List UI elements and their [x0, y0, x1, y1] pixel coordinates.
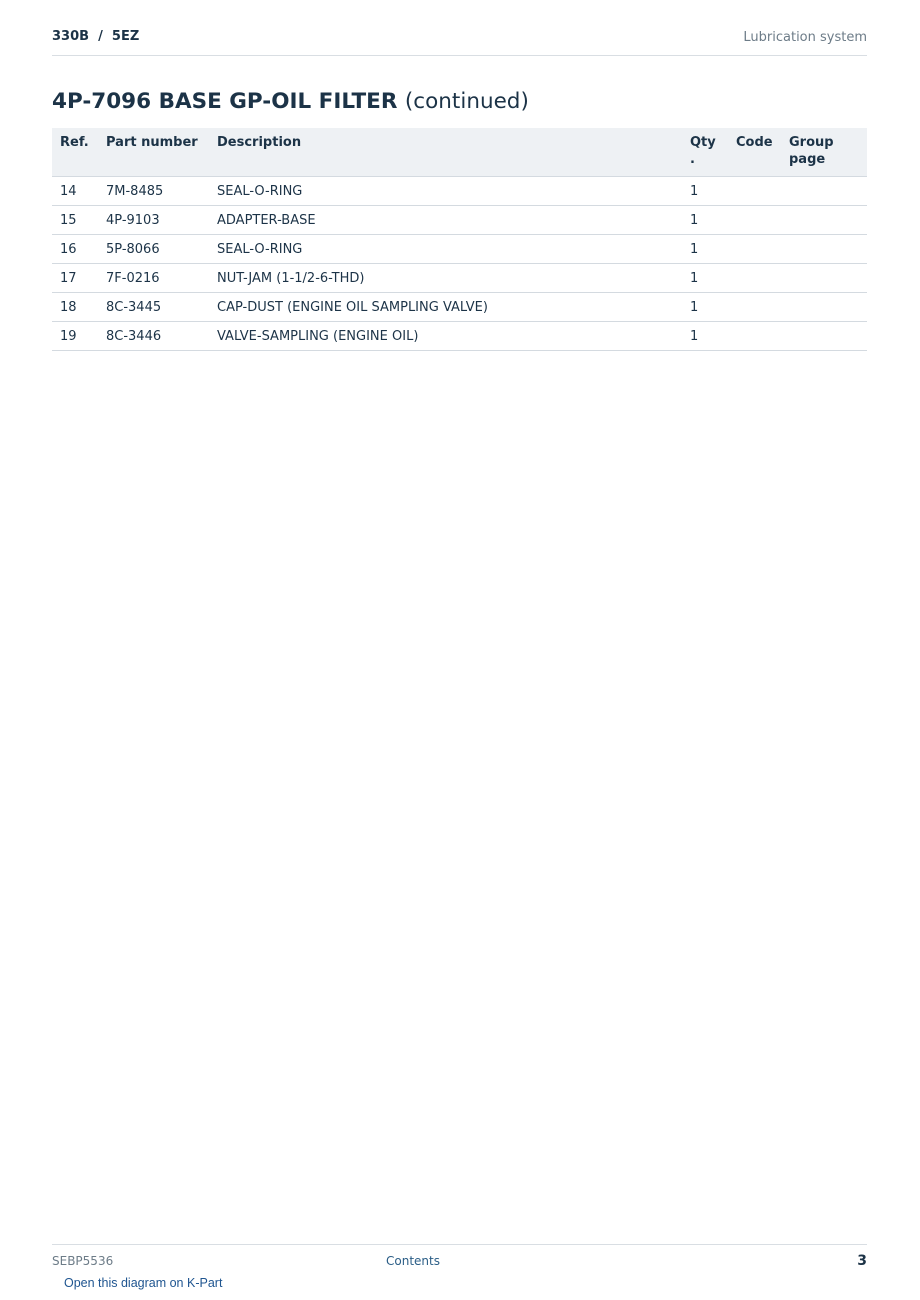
continued-label: (continued)	[404, 89, 529, 114]
cell-description: SEAL-O-RING	[209, 235, 682, 264]
cell-ref: 16	[52, 235, 98, 264]
table-row	[52, 293, 867, 322]
contents-link[interactable]: Contents	[386, 1254, 440, 1268]
cell-description: NUT-JAM (1-1/2-6-THD)	[209, 264, 682, 293]
cell-group-page	[781, 206, 867, 235]
cell-description: ADAPTER-BASE	[209, 206, 682, 235]
cell-description: SEAL-O-RING	[209, 177, 682, 206]
cell-part-number: 4P-9103	[98, 206, 209, 235]
cell-ref: 14	[52, 177, 98, 206]
cell-group-page	[781, 293, 867, 322]
cell-code	[728, 264, 781, 293]
col-header-description: Description	[209, 128, 682, 177]
page-number: 3	[857, 1253, 867, 1269]
page-footer	[52, 1244, 867, 1274]
cell-description: VALVE-SAMPLING (ENGINE OIL)	[209, 322, 682, 351]
table-row	[52, 264, 867, 293]
table-row	[52, 235, 867, 264]
col-header-code: Code	[728, 128, 781, 177]
cell-code	[728, 177, 781, 206]
cell-group-page	[781, 322, 867, 351]
cell-qty: 1	[682, 235, 728, 264]
cell-qty: 1	[682, 322, 728, 351]
cell-code	[728, 322, 781, 351]
open-kpart-link[interactable]: Open this diagram on K-Part	[64, 1276, 223, 1290]
table-row	[52, 322, 867, 351]
table-row	[52, 206, 867, 235]
parts-table	[52, 128, 867, 351]
cell-code	[728, 206, 781, 235]
page-header	[52, 28, 867, 56]
cell-qty: 1	[682, 206, 728, 235]
cell-qty: 1	[682, 177, 728, 206]
section-name: Lubrication system	[743, 30, 867, 45]
col-header-qty: Qty .	[682, 128, 728, 177]
cell-part-number: 8C-3445	[98, 293, 209, 322]
cell-part-number: 7F-0216	[98, 264, 209, 293]
cell-ref: 15	[52, 206, 98, 235]
cell-ref: 18	[52, 293, 98, 322]
col-header-part-number: Part number	[98, 128, 209, 177]
cell-part-number: 5P-8066	[98, 235, 209, 264]
cell-qty: 1	[682, 293, 728, 322]
col-header-ref: Ref.	[52, 128, 98, 177]
cell-ref: 19	[52, 322, 98, 351]
cell-description: CAP-DUST (ENGINE OIL SAMPLING VALVE)	[209, 293, 682, 322]
cell-part-number: 7M-8485	[98, 177, 209, 206]
assembly-title: 4P-7096 BASE GP-OIL FILTER	[52, 89, 398, 114]
cell-ref: 17	[52, 264, 98, 293]
cell-qty: 1	[682, 264, 728, 293]
table-header-row	[52, 128, 867, 177]
cell-code	[728, 293, 781, 322]
cell-group-page	[781, 235, 867, 264]
col-header-group-page: Group page	[781, 128, 867, 177]
cell-code	[728, 235, 781, 264]
page-title	[52, 89, 529, 114]
document-id: SEBP5536	[52, 1254, 114, 1268]
cell-group-page	[781, 264, 867, 293]
cell-group-page	[781, 177, 867, 206]
cell-part-number: 8C-3446	[98, 322, 209, 351]
table-row	[52, 177, 867, 206]
model-serial-prefix: 330B / 5EZ	[52, 29, 140, 44]
